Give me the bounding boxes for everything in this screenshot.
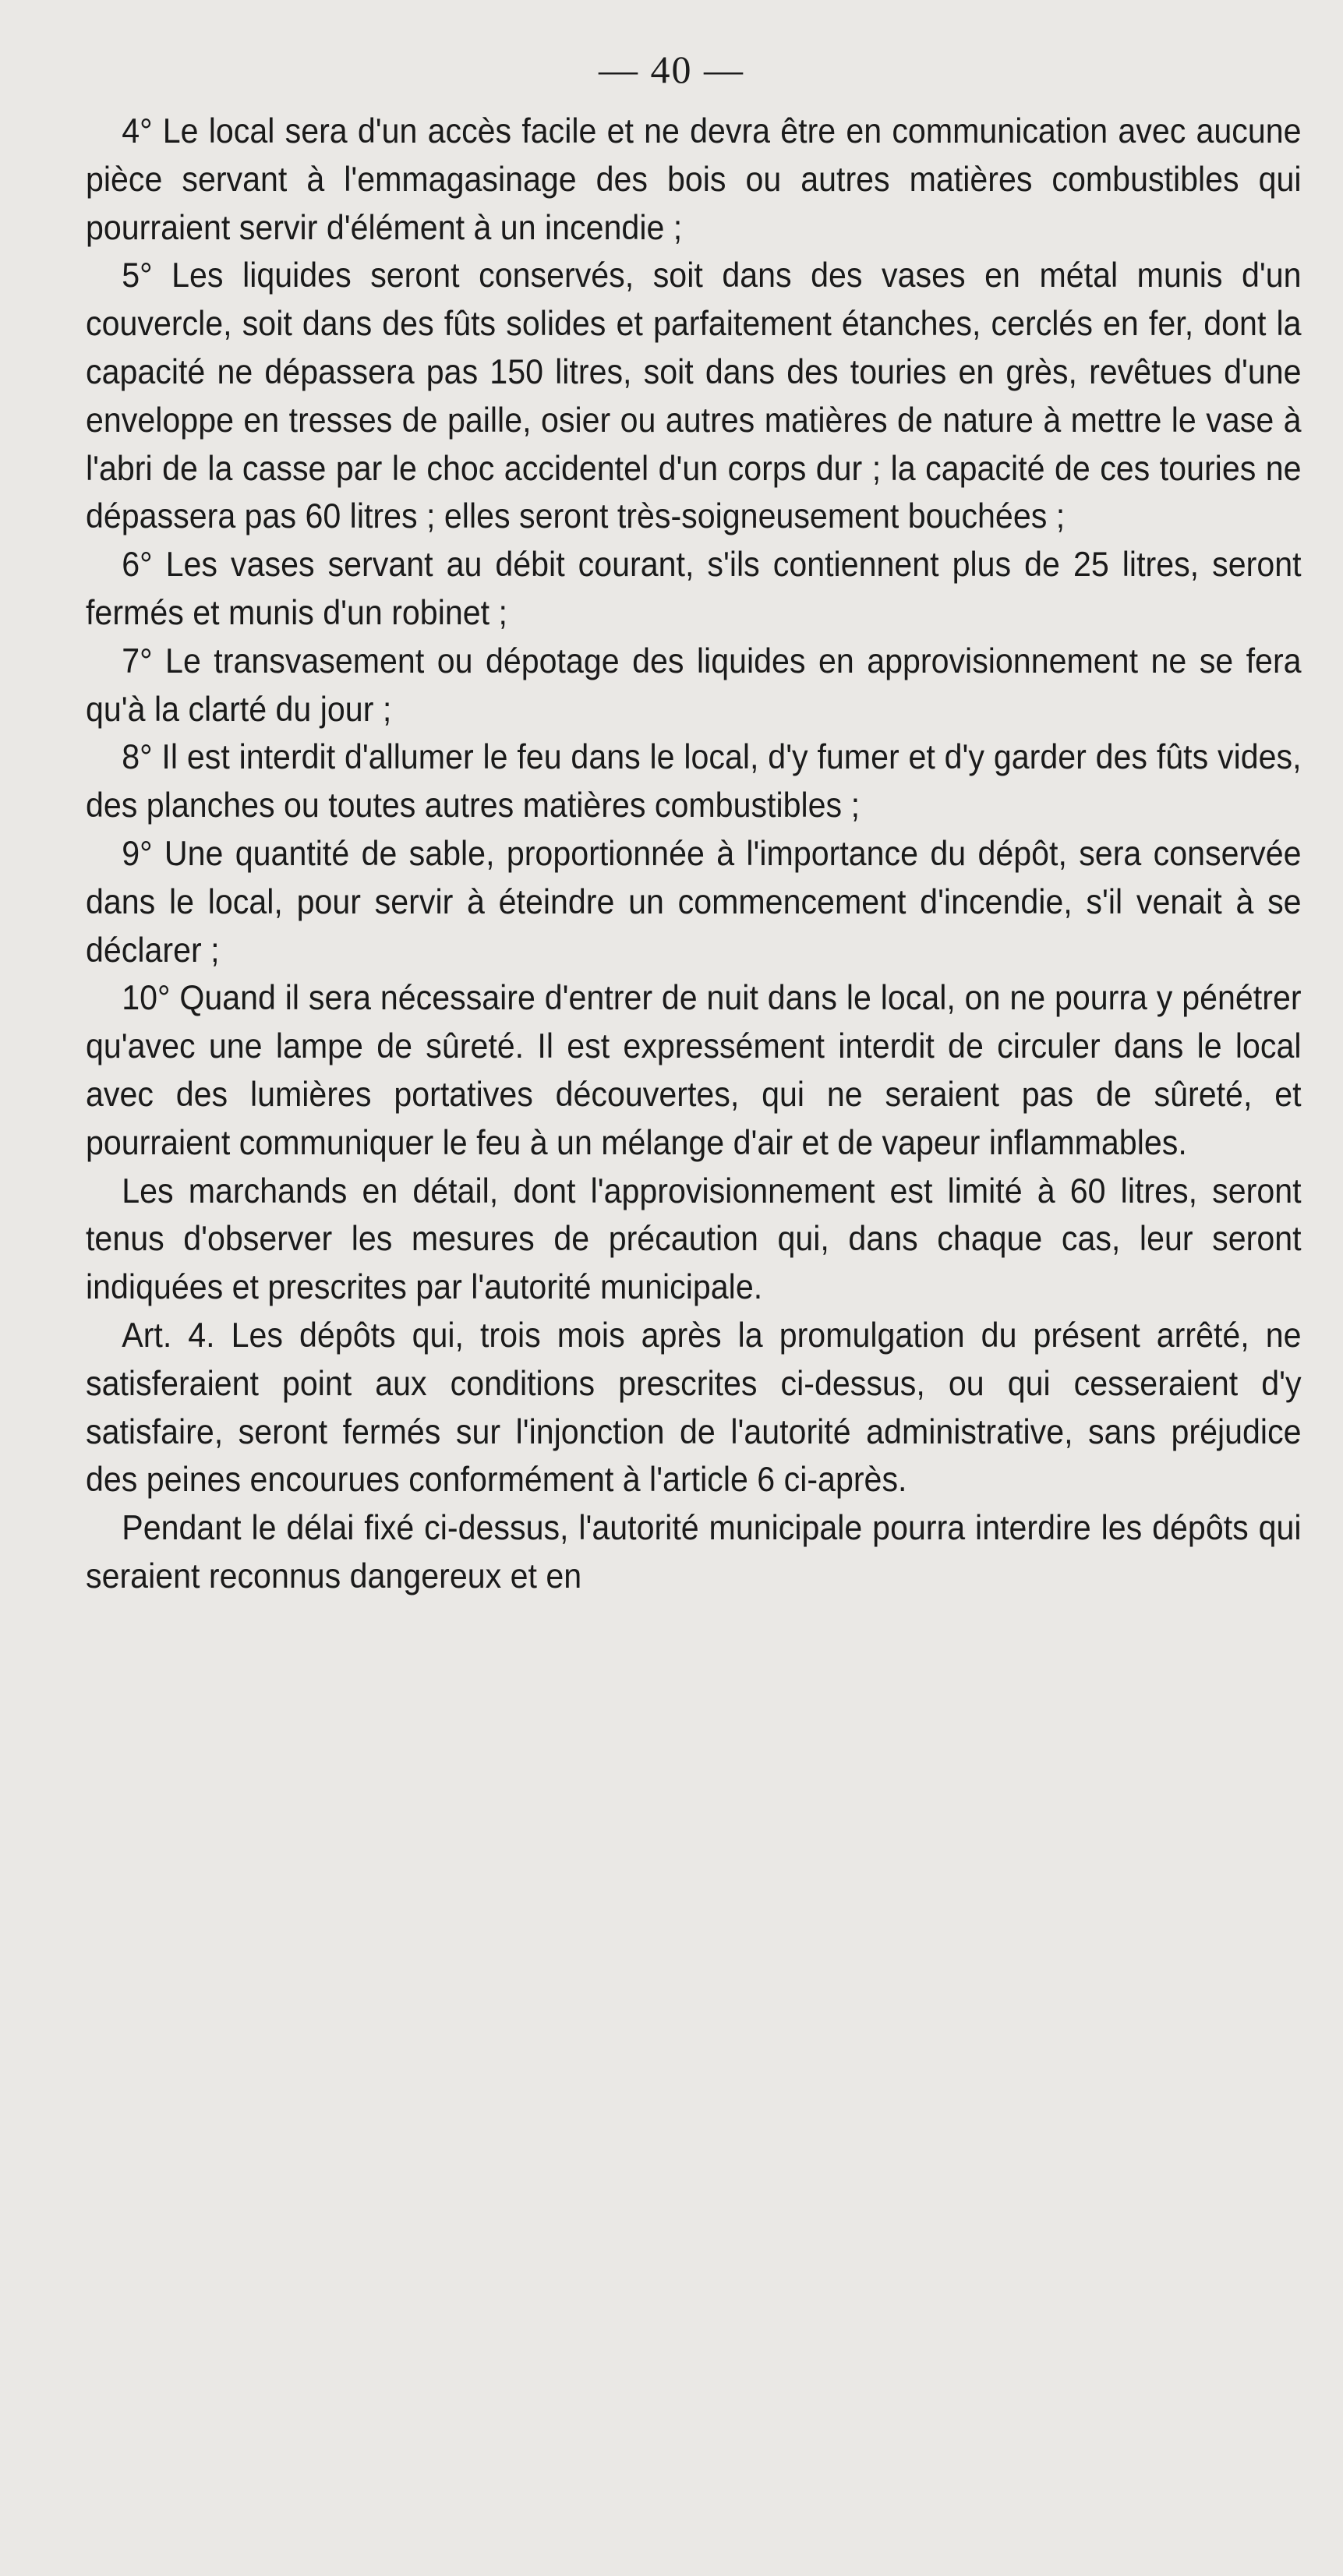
paragraph-item-8: 8° Il est interdit d'allumer le feu dans le local, d'y fumer et d'y garder des fûts vides, des planches ou toutes autres matières combustibles ; [86,738,1302,825]
paragraph-delay: Pendant le délai fixé ci-dessus, l'autorité municipale pourra interdire les dépôts qui seraient reconnus dangereux et en [86,1509,1302,1595]
paragraph-item-10: 10° Quand il sera nécessaire d'entrer de nuit dans le local, on ne pourra y pénétrer qu'avec une lampe de sûreté. Il est expressément interdit de circuler dans le local avec des lumières portatives découvertes, qui ne seraient pas de sûreté, et pourraient communiquer le feu à un mélange d'air et de vapeur inflammables. [86,979,1302,1162]
paragraph-retail-merchants: Les marchands en détail, dont l'approvisionnement est limité à 60 litres, seront tenus d'observer les mesures de précaution qui, dans chaque cas, leur seront indiquées et prescrites par l'autorité municipale. [86,1171,1302,1307]
paragraph-item-4: 4° Le local sera d'un accès facile et ne devra être en communication avec aucune pièce servant à l'emmagasinage des bois ou autres matières combustibles qui pourraient servir d'élément à un incendie ; [86,112,1302,247]
paragraph-item-9: 9° Une quantité de sable, proportionnée à l'importance du dépôt, sera conservée dans le local, pour servir à éteindre un commencement d'incendie, s'il venait à se déclarer ; [86,834,1302,970]
paragraph-item-6: 6° Les vases servant au débit courant, s'ils contiennent plus de 25 litres, seront fermés et munis d'un robinet ; [86,546,1302,632]
body-text [86,108,1302,1601]
paragraph-item-5: 5° Les liquides seront conservés, soit dans des vases en métal munis d'un couvercle, soit dans des fûts solides et parfaitement étanches, cerclés en fer, dont la capacité ne dépassera pas 150 litres, soit dans des touries en grès, revêtues d'une enveloppe en tresses de paille, osier ou autres matières de nature à mettre le vase à l'abri de la casse par le choc accidentel d'un corps dur ; la capacité de ces touries ne dépassera pas 60 litres ; elles seront très-soigneusement bouchées ; [86,256,1302,536]
paragraph-article-4: Art. 4. Les dépôts qui, trois mois après la promulgation du présent arrêté, ne satisferaient point aux conditions prescrites ci-dessus, ou qui cesseraient d'y satisfaire, seront fermés sur l'injonction de l'autorité administrative, sans préjudice des peines encourues conformément à l'article 6 ci-après. [86,1316,1302,1500]
paragraph-item-7: 7° Le transvasement ou dépotage des liquides en approvisionnement ne se fera qu'à la clarté du jour ; [86,641,1302,729]
page-number: — 40 — [599,48,744,91]
